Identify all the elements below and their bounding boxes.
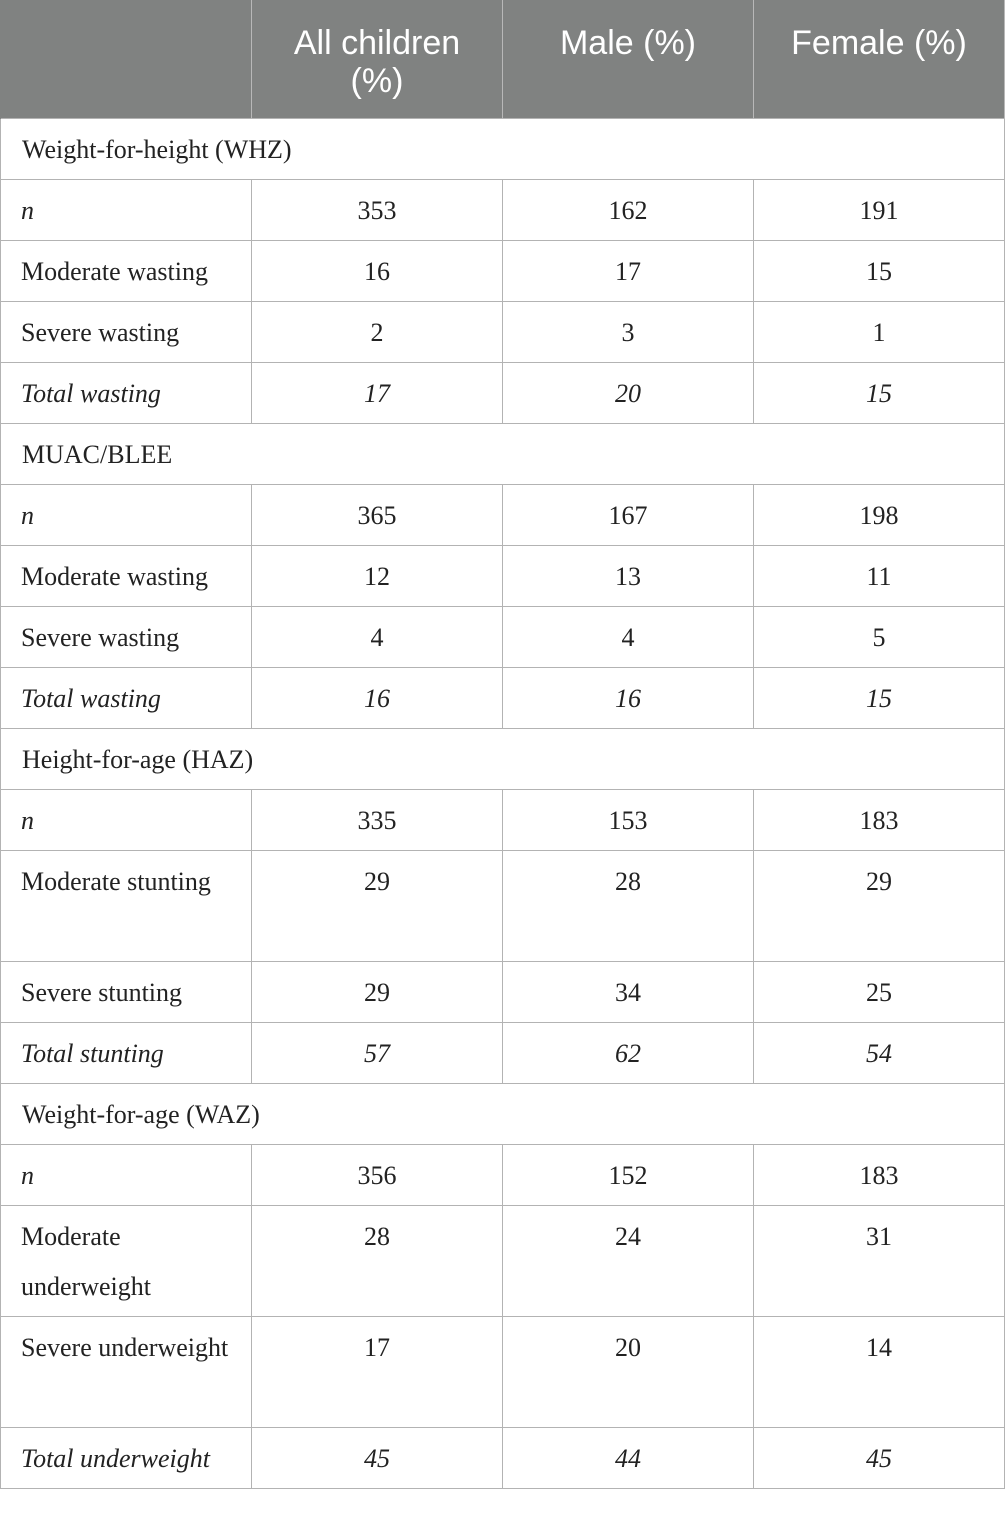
table-header <box>1 0 1005 118</box>
section-row <box>1 423 1005 484</box>
male-cell: 17 <box>503 240 754 301</box>
male-cell: 34 <box>503 961 754 1022</box>
female-cell: 15 <box>754 667 1005 728</box>
all-children-cell: 29 <box>252 850 503 961</box>
male-cell: 4 <box>503 606 754 667</box>
header-row <box>1 0 1005 118</box>
row-label-cell: Total wasting <box>1 667 252 728</box>
female-cell: 15 <box>754 362 1005 423</box>
male-cell: 16 <box>503 667 754 728</box>
table-row <box>1 667 1005 728</box>
row-label-cell: Severe stunting <box>1 961 252 1022</box>
row-label-cell: n <box>1 484 252 545</box>
table-row <box>1 1427 1005 1488</box>
male-cell: 28 <box>503 850 754 961</box>
row-label-cell: Moderate wasting <box>1 240 252 301</box>
all-children-cell: 16 <box>252 667 503 728</box>
row-label-cell: n <box>1 1144 252 1205</box>
table-body <box>1 118 1005 1488</box>
all-children-cell: 335 <box>252 789 503 850</box>
header-cell-male: Male (%) <box>503 0 754 118</box>
row-label-cell: Moderate stunting <box>1 850 252 961</box>
all-children-cell: 17 <box>252 362 503 423</box>
all-children-cell: 57 <box>252 1022 503 1083</box>
row-label-cell: n <box>1 179 252 240</box>
female-cell: 15 <box>754 240 1005 301</box>
male-cell: 24 <box>503 1205 754 1316</box>
row-label-cell: Severe wasting <box>1 301 252 362</box>
all-children-cell: 365 <box>252 484 503 545</box>
male-cell: 153 <box>503 789 754 850</box>
all-children-cell: 29 <box>252 961 503 1022</box>
section-title: Weight-for-age (WAZ) <box>1 1083 1005 1144</box>
row-label-cell: Moderate underweight <box>1 1205 252 1316</box>
female-cell: 25 <box>754 961 1005 1022</box>
table-row <box>1 362 1005 423</box>
all-children-cell: 2 <box>252 301 503 362</box>
male-cell: 20 <box>503 1316 754 1427</box>
table-row <box>1 240 1005 301</box>
male-cell: 3 <box>503 301 754 362</box>
female-cell: 14 <box>754 1316 1005 1427</box>
male-cell: 44 <box>503 1427 754 1488</box>
table-row <box>1 1022 1005 1083</box>
female-cell: 1 <box>754 301 1005 362</box>
female-cell: 45 <box>754 1427 1005 1488</box>
male-cell: 20 <box>503 362 754 423</box>
female-cell: 29 <box>754 850 1005 961</box>
all-children-cell: 28 <box>252 1205 503 1316</box>
row-label-cell: n <box>1 789 252 850</box>
female-cell: 183 <box>754 1144 1005 1205</box>
table-row <box>1 484 1005 545</box>
all-children-cell: 45 <box>252 1427 503 1488</box>
section-title: Height-for-age (HAZ) <box>1 728 1005 789</box>
row-label-cell: Total stunting <box>1 1022 252 1083</box>
row-label-cell: Total wasting <box>1 362 252 423</box>
all-children-cell: 4 <box>252 606 503 667</box>
row-label-cell: Moderate wasting <box>1 545 252 606</box>
section-row <box>1 118 1005 179</box>
table-row <box>1 1144 1005 1205</box>
section-row <box>1 728 1005 789</box>
header-cell-all-children: All children (%) <box>252 0 503 118</box>
table-row <box>1 850 1005 961</box>
row-label-cell: Total underweight <box>1 1427 252 1488</box>
male-cell: 167 <box>503 484 754 545</box>
header-cell-blank <box>1 0 252 118</box>
male-cell: 62 <box>503 1022 754 1083</box>
all-children-cell: 356 <box>252 1144 503 1205</box>
female-cell: 31 <box>754 1205 1005 1316</box>
section-title: Weight-for-height (WHZ) <box>1 118 1005 179</box>
male-cell: 162 <box>503 179 754 240</box>
female-cell: 198 <box>754 484 1005 545</box>
table-row <box>1 961 1005 1022</box>
table-row <box>1 301 1005 362</box>
male-cell: 13 <box>503 545 754 606</box>
all-children-cell: 17 <box>252 1316 503 1427</box>
header-cell-female: Female (%) <box>754 0 1005 118</box>
male-cell: 152 <box>503 1144 754 1205</box>
table-row <box>1 545 1005 606</box>
section-row <box>1 1083 1005 1144</box>
all-children-cell: 16 <box>252 240 503 301</box>
female-cell: 54 <box>754 1022 1005 1083</box>
female-cell: 191 <box>754 179 1005 240</box>
table-row <box>1 179 1005 240</box>
table-row <box>1 789 1005 850</box>
table-row <box>1 606 1005 667</box>
all-children-cell: 12 <box>252 545 503 606</box>
all-children-cell: 353 <box>252 179 503 240</box>
section-title: MUAC/BLEE <box>1 423 1005 484</box>
female-cell: 5 <box>754 606 1005 667</box>
row-label-cell: Severe underweight <box>1 1316 252 1427</box>
table-row <box>1 1205 1005 1316</box>
table-row <box>1 1316 1005 1427</box>
row-label-cell: Severe wasting <box>1 606 252 667</box>
female-cell: 183 <box>754 789 1005 850</box>
female-cell: 11 <box>754 545 1005 606</box>
